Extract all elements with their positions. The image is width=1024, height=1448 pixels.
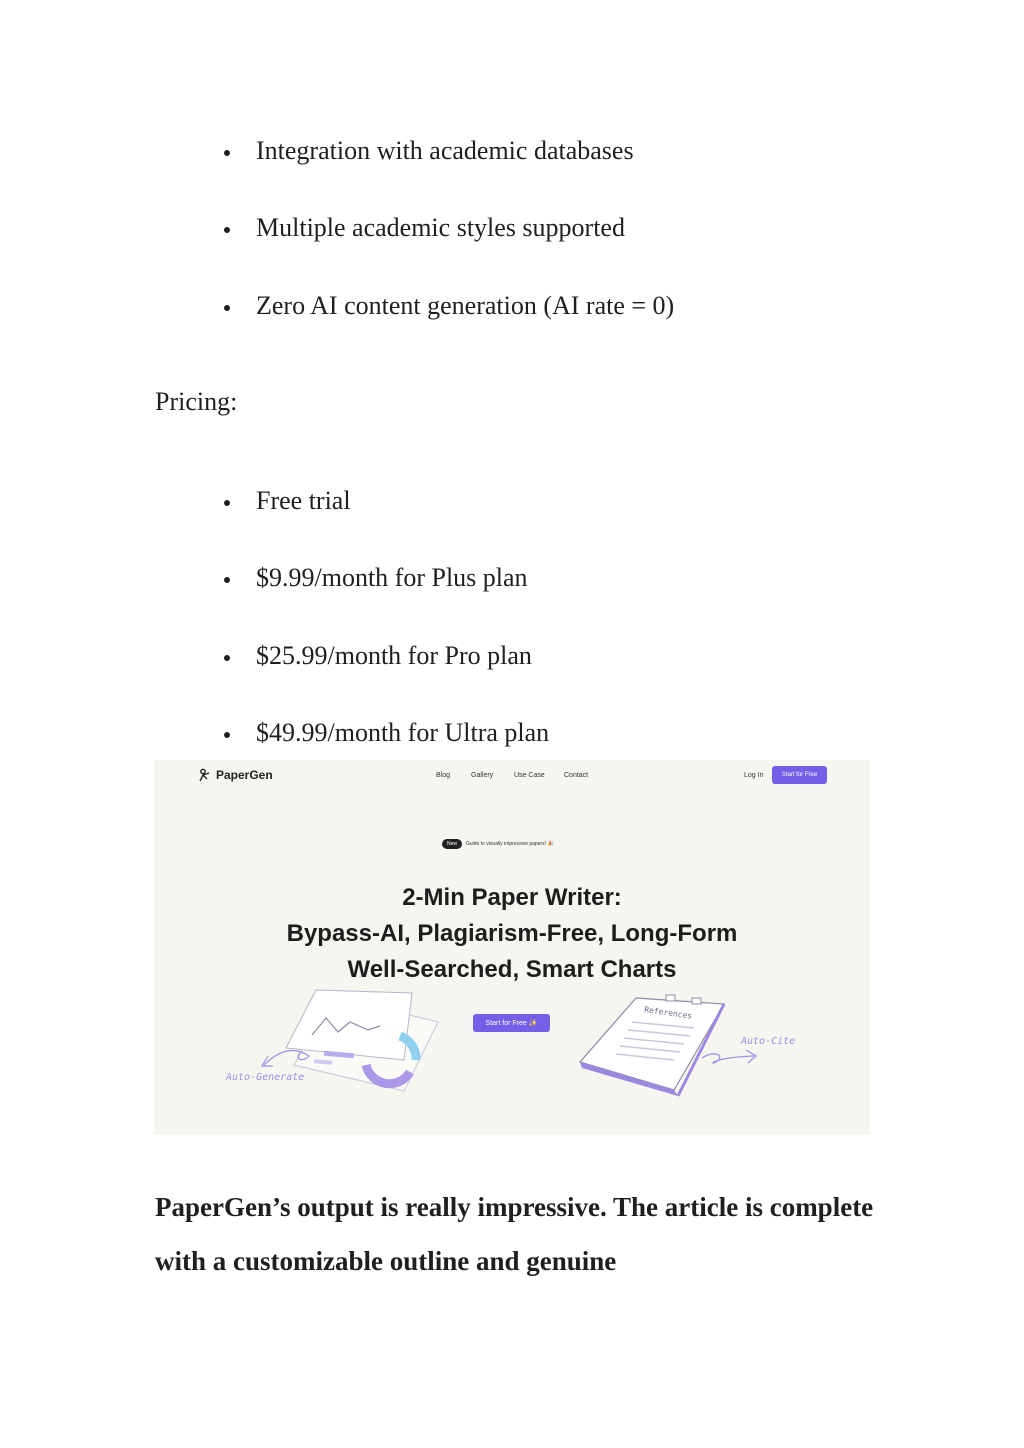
nav-contact[interactable]: Contact — [564, 772, 589, 779]
new-badge: New — [442, 839, 462, 849]
references-label: References — [643, 1005, 693, 1021]
nav-blog[interactable]: Blog — [436, 772, 451, 779]
login-link[interactable]: Log In — [744, 772, 764, 779]
bullet-dot — [224, 500, 230, 506]
logo-text: PaperGen — [216, 768, 273, 782]
feature-text: Integration with academic databases — [256, 136, 634, 165]
pricing-text: $25.99/month for Pro plan — [256, 641, 532, 670]
start-free-button[interactable]: Start for Free — [772, 766, 827, 784]
hero-start-free-button[interactable]: Start for Free ✨ — [473, 1014, 550, 1032]
bullet-dot — [224, 732, 230, 738]
list-item — [224, 290, 674, 322]
hero-line: Bypass-AI, Plagiarism-Free, Long-Form — [286, 920, 738, 947]
bullet-dot — [224, 227, 230, 233]
list-item — [224, 717, 549, 749]
feature-text: Multiple academic styles supported — [256, 213, 625, 242]
pricing-text: $9.99/month for Plus plan — [256, 563, 528, 592]
list-item — [224, 640, 532, 672]
papergen-screenshot — [154, 760, 870, 1135]
nav-gallery[interactable]: Gallery — [471, 772, 494, 779]
bullet-dot — [224, 150, 230, 156]
papergen-logo-icon — [198, 768, 212, 782]
papergen-logo[interactable] — [198, 768, 273, 782]
badge-text: Guide to visually impressive papers! 🎉 — [466, 841, 554, 847]
list-item — [224, 485, 351, 517]
list-item — [224, 135, 634, 167]
auto-generate-label: Auto-Generate — [226, 1072, 305, 1083]
hero-line: 2-Min Paper Writer: — [402, 884, 622, 911]
bullet-dot — [224, 577, 230, 583]
list-item — [224, 212, 625, 244]
pricing-text: Free trial — [256, 486, 351, 515]
hero-title — [154, 880, 870, 988]
nav-use-case[interactable]: Use Case — [514, 772, 545, 779]
pricing-heading: Pricing: — [155, 387, 238, 416]
list-item — [224, 562, 528, 594]
auto-cite-label: Auto-Cite — [741, 1036, 796, 1047]
announcement-badge[interactable] — [442, 839, 554, 849]
bullet-dot — [224, 655, 230, 661]
feature-text: Zero AI content generation (AI rate = 0) — [256, 291, 675, 320]
pricing-text: $49.99/month for Ultra plan — [256, 718, 550, 747]
closing-paragraph: PaperGen’s output is really impressive. The article is complete with a customizable outline and genuine — [155, 1192, 874, 1276]
bullet-dot — [224, 305, 230, 311]
hero-line: Well-Searched, Smart Charts — [347, 956, 677, 983]
